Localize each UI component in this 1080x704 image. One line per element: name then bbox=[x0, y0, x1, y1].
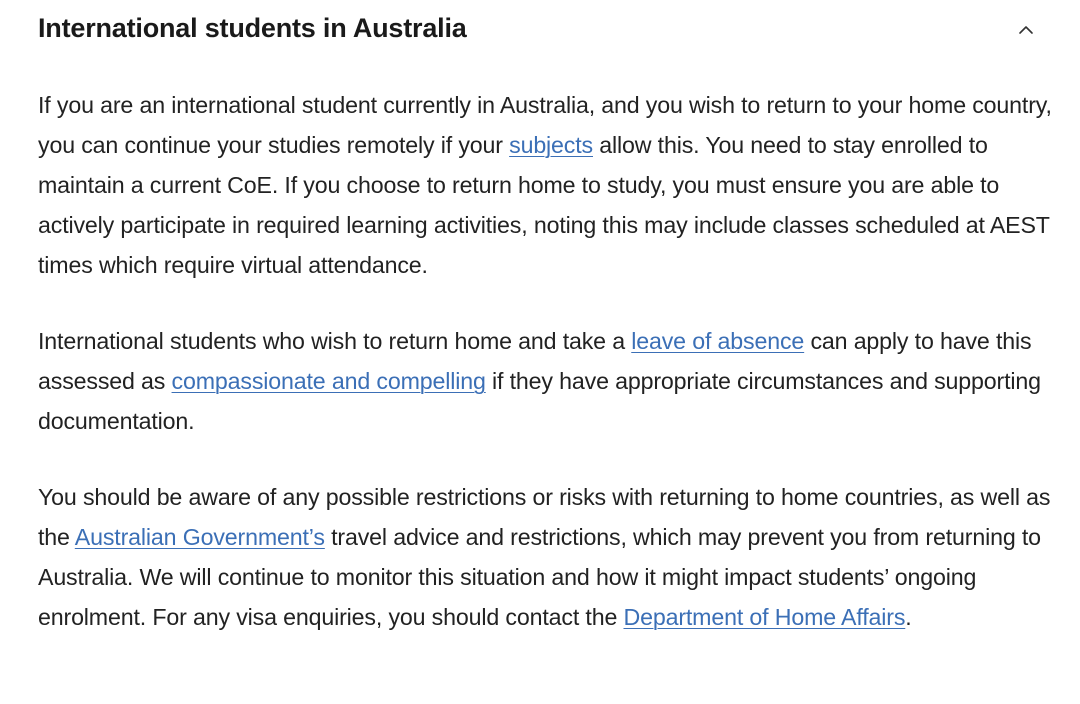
text-span: can apply to have this assessed as bbox=[38, 328, 1032, 394]
paragraph-travel-restrictions bbox=[38, 477, 1058, 637]
accordion-header[interactable] bbox=[0, 0, 1080, 60]
text-span: . bbox=[905, 604, 912, 630]
leave-of-absence-link[interactable]: leave of absence bbox=[631, 328, 805, 354]
paragraph-leave-of-absence bbox=[38, 321, 1058, 441]
australian-government-link[interactable]: Australian Government’s bbox=[74, 524, 325, 550]
accordion-content bbox=[38, 85, 1058, 637]
department-of-home-affairs-link[interactable]: Department of Home Affairs bbox=[623, 604, 906, 630]
compassionate-and-compelling-link[interactable]: compassionate and compelling bbox=[171, 368, 486, 394]
text-span: allow this. You need to stay enrolled to maintain a current CoE. If you choose to return home to study, you must ensure you are able to actively participate in required learning activities, noting this may include classes scheduled at AEST times which require virtual attendance. bbox=[38, 132, 1050, 278]
text-span: You should be aware of any possible restrictions or risks with returning to home countries, as well as the bbox=[38, 484, 1051, 550]
text-span: International students who wish to return home and take a bbox=[38, 328, 632, 354]
text-span: If you are an international student currently in Australia, and you wish to return to your home country, you can continue your studies remotely if your bbox=[38, 92, 1052, 158]
chevron-up-icon[interactable] bbox=[1014, 18, 1038, 42]
paragraph-remote-study bbox=[38, 85, 1058, 285]
text-span: travel advice and restrictions, which may prevent you from returning to Australia. We will continue to monitor this situation and how it might impact students’ ongoing enrolment. For any visa enquiries, you should contact the bbox=[38, 524, 1041, 630]
subjects-link[interactable]: subjects bbox=[509, 132, 593, 158]
accordion-title: International students in Australia bbox=[38, 13, 467, 43]
text-span: if they have appropriate circumstances and supporting documentation. bbox=[38, 368, 1041, 434]
